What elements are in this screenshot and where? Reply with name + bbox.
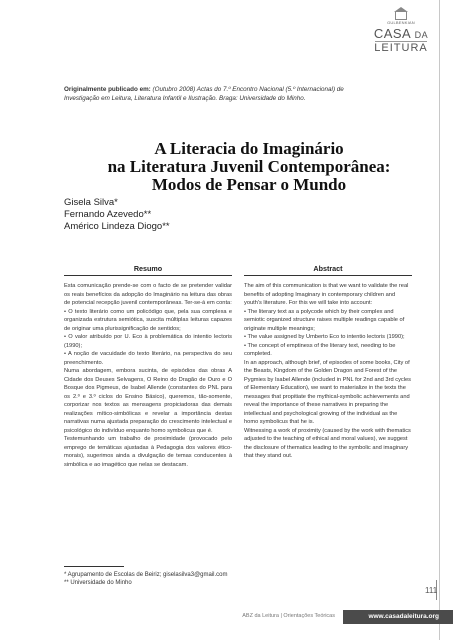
publication-note-text: (Outubro 2008) Actas do 7.º Encontro Nacional (5.º Internacional) de Investigação em Leitura, Literatura Infantil e Ilustração. Braga: Universidade do Minho. [64,86,344,102]
logo-casa-word: CASA [373,26,411,41]
resumo-paragraph: • O texto literário como um policódigo que, pela sua complexa e organizada estrutura semiótica, suscita múltiplas leituras capazes de originar uma plurissignificação de sentidos; [64,308,232,332]
footnote-2: ** Universidade do Minho [64,580,132,586]
author-3: Américo Lindeza Diogo** [64,221,170,232]
title-line-2: na Literatura Juvenil Contemporânea: [107,157,391,176]
abstract-paragraph: • The concept of emptiness of the literary text, needing to be completed. [244,342,396,357]
resumo-paragraph: Esta comunicação prende-se com o facto de se pretender validar os reais benefícios da adopção do Imaginário na leitura das obras de potencial recepção juvenil contemporâneas. Ter-se-á em conta: [64,283,232,306]
abstract-heading: Abstract [313,264,343,273]
title-line-1: A Literacia do Imaginário [154,139,344,158]
resumo-rule [64,275,232,276]
house-icon [395,12,407,20]
abstract-paragraph: In an approach, although brief, of episodes of some books, City of the Beasts, Kingdom of the Golden Dragon and Forest of the Pygmies by Isabel Allende (included in PNL for 2nd and 3rd cycles of Elementary Education), we want to materialize in the texts the messages that propitiate the mythical-symbolic achievements and reveal the importance of these narratives in preparing the intellectual and psychological growing of the individual as the homo symbolicus that he is. [244,359,412,425]
abstract-paragraph: The aim of this communication is that we want to validate the real benefits of adopting Imaginary in contemporary children and youth's literature. For this we will take into account: [244,283,409,306]
abstract-rule [244,275,412,276]
publication-note [64,85,374,103]
logo-da-word: DA [414,30,429,40]
abstract-paragraph: • The value assigned by Umberto Eco to intentio lectoris (1990); [244,334,405,340]
footer-section: ABZ da Leitura | Orientações Teóricas [242,613,335,619]
article-title [64,140,434,194]
authors [64,197,170,233]
footnotes [64,571,228,587]
publication-note-label: Originalmente publicado em: [64,86,151,93]
resumo-paragraph: • O valor atribuído por U. Eco à problemática do intentio lectoris (1990); [64,334,232,349]
page-number: 111 [425,586,438,595]
abstract-column [244,282,412,461]
footnote-rule [64,566,124,567]
logo-casa [367,26,435,41]
resumo-paragraph: Numa abordagem, embora sucinta, de episódios das obras A Cidade dos Deuses Selvagens, O Reino do Dragão de Ouro e O Bosque dos Pigmeus, de Isabel Allende (constantes do PNL para os 2.º e 3.º ciclos do Ensino Básico), queremos, tão-somente, corporizar nos textos as mensagens propiciadoras das demais realizações mítico-simbólicas e revelar a importância destas narrativas numa ajustada preparação do crescimento intelectual e psicológico do indivíduo enquanto homo symbolicus que é. [64,368,232,434]
resumo-heading: Resumo [133,264,163,273]
resumo-paragraph: Testemunhando um trabalho de proximidade (provocado pelo emprego de temáticas ajustadas à Pedagogia dos valores ético-morais), sugerimos ainda a divulgação de temas conducentes à simbólica e ao imagético que nelas se destacam. [64,436,232,468]
author-1: Gisela Silva* [64,197,118,208]
logo-leitura: LEITURA [374,42,428,54]
logo-small-text: GULBENKIAN [387,20,415,25]
abstract-paragraph: Witnessing a work of proximity (caused by the work with thematics adjusted to the teaching of ethical and moral values), we suggest the disclosure of thematics leading to the symbolic and imaginary that they stand out. [244,427,411,459]
page-footer [0,610,453,624]
footer-url-link[interactable]: www.casadaleitura.org [368,613,439,620]
title-line-3: Modos de Pensar o Mundo [151,175,347,194]
footnote-1: * Agrupamento de Escolas de Beiriz; giselasilva3@gmail.com [64,572,228,578]
resumo-paragraph: • A noção de vacuidade do texto literário, na perspectiva do seu preenchimento. [64,351,232,366]
author-2: Fernando Azevedo** [64,209,152,220]
casa-da-leitura-logo [367,12,435,62]
abstract-paragraph: • The literary text as a polycode which by their complex and semiotic organized structure raises multiple readings capable of originate multiple meanings; [244,308,405,332]
resumo-column [64,282,232,469]
margin-rule [439,0,440,640]
